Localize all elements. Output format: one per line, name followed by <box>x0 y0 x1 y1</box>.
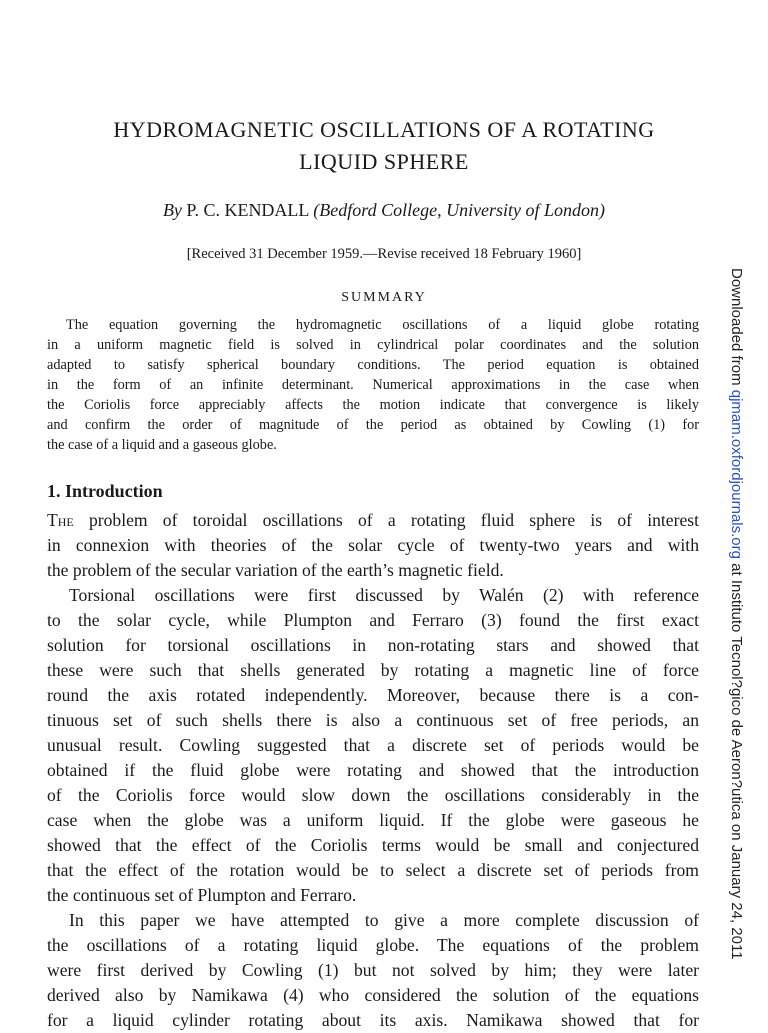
download-watermark-text <box>724 268 748 960</box>
body-line: derived also by Namikawa (4) who considered the solution of the equations <box>47 985 699 1005</box>
body-line: of the Coriolis force would slow down the oscillations considerably in the <box>47 785 699 805</box>
body-line: In this paper we have attempted to give a more complete discussion of <box>69 910 699 930</box>
body-line: tinuous set of such shells there is also a continuous set of free periods, an <box>47 710 699 730</box>
body-line: solution for torsional oscillations in non-rotating stars and showed that <box>47 635 699 655</box>
author-byline <box>40 200 728 221</box>
summary-line: The equation governing the hydromagnetic oscillations of a liquid globe rotating <box>66 317 699 333</box>
body-line: unusual result. Cowling suggested that a discrete set of periods would be <box>47 735 699 755</box>
download-watermark <box>724 268 748 1008</box>
author-name: P. C. KENDALL <box>186 200 309 220</box>
body-line: for a liquid cylinder rotating about its axis. Namikawa showed that for <box>47 1010 699 1030</box>
summary-line: adapted to satisfy spherical boundary conditions. The period equation is obtained <box>47 357 699 373</box>
body-line: the oscillations of a rotating liquid globe. The equations of the problem <box>47 935 699 955</box>
lead-word: The <box>47 510 74 530</box>
author-affiliation: (Bedford College, University of London) <box>313 200 606 220</box>
body-line: the continuous set of Plumpton and Ferraro. <box>47 885 357 905</box>
summary-line: and confirm the order of magnitude of the period as obtained by Cowling (1) for <box>47 417 699 433</box>
body-line: that the effect of the rotation would be to select a discrete set of periods from <box>47 860 699 880</box>
body-line: these were such that shells generated by rotating a magnetic line of force <box>47 660 699 680</box>
title-line-2: LIQUID SPHERE <box>299 149 469 174</box>
section-heading: 1. Introduction <box>47 481 163 501</box>
journal-link[interactable]: qjmam.oxfordjournals.org <box>728 389 745 559</box>
body-line: in connexion with theories of the solar cycle of twenty-two years and with <box>47 535 699 555</box>
body-text <box>47 508 699 1033</box>
body-line: Torsional oscillations were first discussed by Walén (2) with reference <box>69 585 699 605</box>
summary-block <box>47 315 699 455</box>
summary-heading: SUMMARY <box>341 290 427 305</box>
summary-line: the case of a liquid and a gaseous globe. <box>47 437 277 453</box>
watermark-prefix: Downloaded from <box>728 268 745 390</box>
body-line: the problem of the secular variation of the earth’s magnetic field. <box>47 560 504 580</box>
body-line: to the solar cycle, while Plumpton and Ferraro (3) found the first exact <box>47 610 699 630</box>
watermark-suffix: at Instituto Tecnol?gico de Aeron?utica on January 24, 2011 <box>728 558 745 960</box>
body-line-rest: problem of toroidal oscillations of a rotating fluid sphere is of interest <box>73 510 699 530</box>
body-line: round the axis rotated independently. Moreover, because there is a con- <box>47 685 699 705</box>
received-date: [Received 31 December 1959.—Revise received 18 February 1960] <box>186 246 582 262</box>
body-line <box>47 508 699 533</box>
paper-title <box>40 114 728 178</box>
byline-by: By <box>162 200 182 220</box>
summary-line: in a uniform magnetic field is solved in cylindrical polar coordinates and the solution <box>47 337 699 353</box>
body-line: case when the globe was a uniform liquid. If the globe were gaseous he <box>47 810 699 830</box>
body-line: were first derived by Cowling (1) but not solved by him; they were later <box>47 960 699 980</box>
summary-line: in the form of an infinite determinant. Numerical approximations in the case when <box>47 377 699 393</box>
title-line-1: HYDROMAGNETIC OSCILLATIONS OF A ROTATING <box>113 117 655 142</box>
summary-line: the Coriolis force appreciably affects the motion indicate that convergence is likely <box>47 397 699 413</box>
body-line: obtained if the fluid globe were rotating and showed that the introduction <box>47 760 699 780</box>
body-line: showed that the effect of the Coriolis terms would be small and conjectured <box>47 835 699 855</box>
